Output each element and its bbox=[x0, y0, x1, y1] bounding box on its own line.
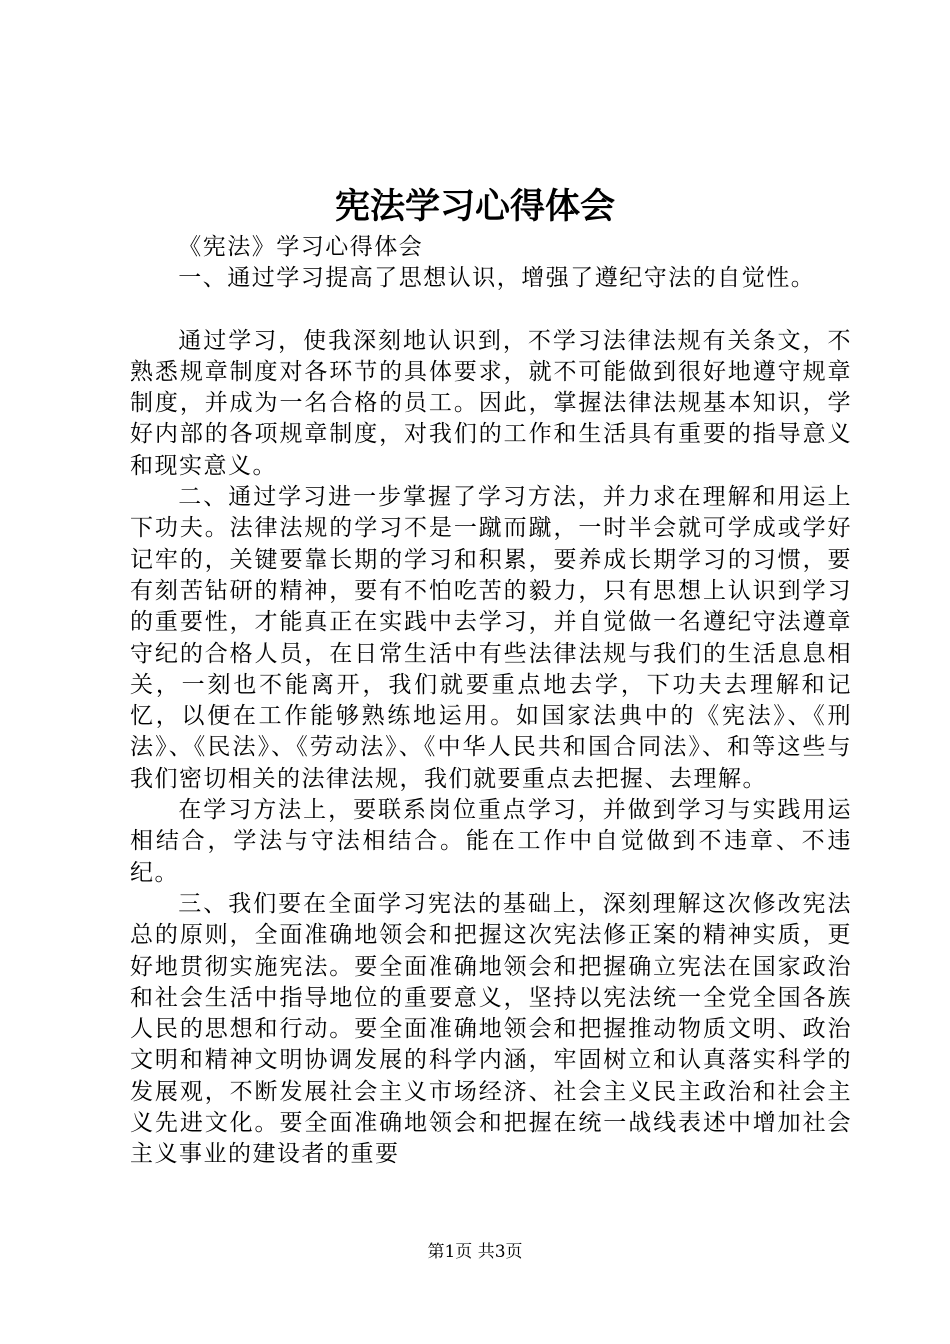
body-paragraph: 在学习方法上，要联系岗位重点学习，并做到学习与实践用运相结合，学法与守法相结合。能在工作中自觉做到不违章、不违纪。 bbox=[130, 797, 852, 886]
body-paragraph: 三、我们要在全面学习宪法的基础上，深刻理解这次修改宪法总的原则，全面准确地领会和把握这次宪法修正案的精神实质，更好地贯彻实施宪法。要全面准确地领会和把握确立宪法在国家政治和社会生活中指导地位的重要意义，坚持以宪法统一全党全国各族人民的思想和行动。要全面准确地领会和把握推动物质文明、政治文明和精神文明协调发展的科学内涵，牢固树立和认真落实科学的发展观，不断发展社会主义市场经济、社会主义民主政治和社会主义先进文化。要全面准确地领会和把握在统一战线表述中增加社会主义事业的建设者的重要 bbox=[130, 890, 852, 1168]
page-title: 宪法学习心得体会 bbox=[334, 187, 615, 227]
document-body bbox=[130, 232, 852, 1171]
subtitle-paragraph: 《宪法》学习心得体会 bbox=[178, 234, 424, 260]
page-footer: 第1页 共3页 bbox=[427, 1242, 523, 1262]
body-paragraph: 通过学习，使我深刻地认识到，不学习法律法规有关条文，不熟悉规章制度对各环节的具体要求，就不可能做到很好地遵守规章制度，并成为一名合格的员工。因此，掌握法律法规基本知识，学好内部的各项规章制度，对我们的工作和生活具有重要的指导意义和现实意义。 bbox=[130, 327, 852, 479]
section-heading-one: 一、通过学习提高了思想认识，增强了遵纪守法的自觉性。 bbox=[178, 265, 816, 292]
body-paragraph: 二、通过学习进一步掌握了学习方法，并力求在理解和用运上下功夫。法律法规的学习不是一蹴而蹴，一时半会就可学成或学好记牢的，关键要靠长期的学习和积累，要养成长期学习的习惯，要有刻苦钻研的精神，要有不怕吃苦的毅力，只有思想上认识到学习的重要性，才能真正在实践中去学习，并自觉做一名遵纪守法遵章守纪的合格人员，在日常生活中有些法律法规与我们的生活息息相关，一刻也不能离开，我们就要重点地去学，下功夫去理解和记忆，以便在工作能够熟练地运用。如国家法典中的《宪法》、《刑法》、《民法》、《劳动法》、《中华人民共和国合同法》、和等这些与我们密切相关的法律法规，我们就要重点去把握、去理解。 bbox=[130, 484, 852, 792]
